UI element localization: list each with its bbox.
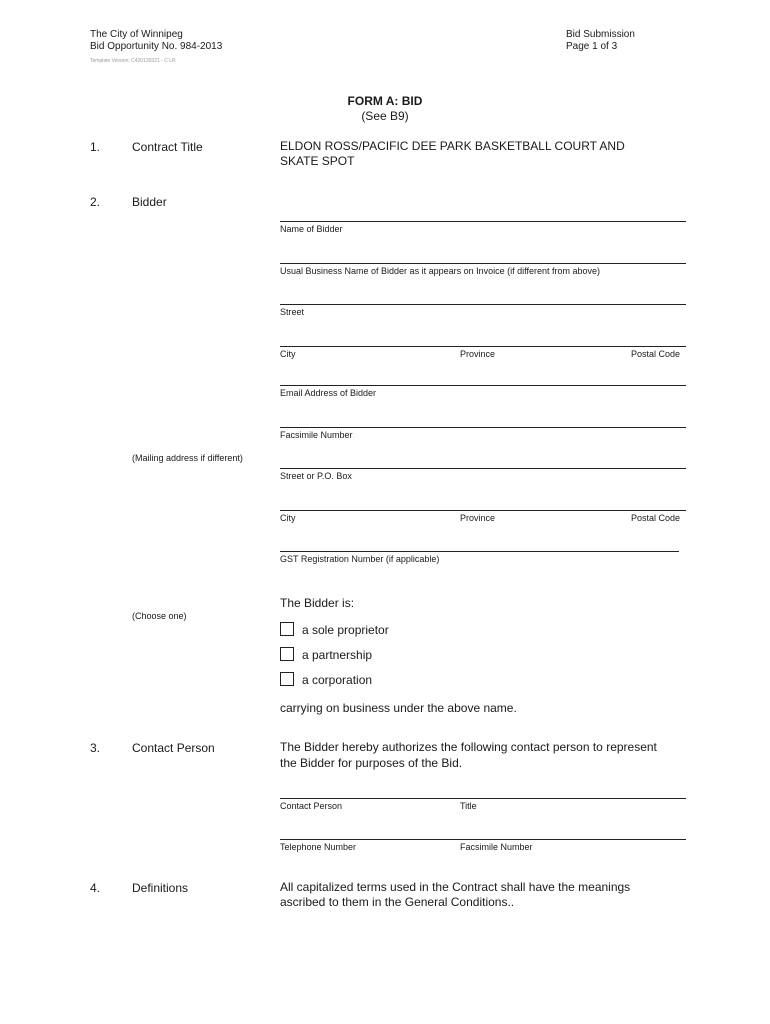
corporation-label: a corporation [302, 673, 373, 687]
mailing-postal-code-caption: Postal Code [631, 513, 681, 523]
gst-line[interactable] [280, 551, 679, 552]
mailing-address-note: (Mailing address if different) [132, 453, 243, 463]
page-number: Page 1 of 3 [566, 41, 618, 52]
partnership-checkbox[interactable] [280, 647, 294, 661]
section-2-label: Bidder [132, 195, 167, 209]
section-1-number: 1. [90, 140, 101, 154]
telephone-caption: Telephone Number [280, 842, 357, 852]
section-2-number: 2. [90, 195, 101, 209]
email-line[interactable] [280, 385, 686, 386]
province-caption: Province [460, 349, 496, 359]
facsimile-line[interactable] [280, 427, 686, 428]
po-box-line[interactable] [280, 468, 686, 469]
bid-opportunity-number: Bid Opportunity No. 984-2013 [90, 41, 223, 52]
definitions-text-line-2: ascribed to them in the General Conditions.. [280, 895, 515, 909]
choose-one-note: (Choose one) [132, 611, 187, 621]
template-version: Template Version: C420130321 - C LR [90, 58, 176, 64]
name-of-bidder-caption: Name of Bidder [280, 224, 343, 234]
partnership-label: a partnership [302, 648, 373, 662]
definitions-text-line-1: All capitalized terms used in the Contract shall have the meanings [280, 880, 631, 894]
mailing-city-caption: City [280, 513, 296, 523]
name-of-bidder-line[interactable] [280, 221, 686, 222]
usual-business-name-caption: Usual Business Name of Bidder as it appears on Invoice (if different from above) [280, 266, 600, 276]
section-3-number: 3. [90, 741, 101, 755]
contact-fax-caption: Facsimile Number [460, 842, 533, 852]
city-name: The City of Winnipeg [90, 29, 183, 40]
gst-caption: GST Registration Number (if applicable) [280, 554, 440, 564]
section-4-label: Definitions [132, 881, 189, 895]
postal-code-caption: Postal Code [631, 349, 681, 359]
form-subtitle: (See B9) [361, 109, 409, 123]
section-1-label: Contract Title [132, 140, 203, 154]
form-title: FORM A: BID [347, 94, 423, 108]
street-line[interactable] [280, 304, 686, 305]
carrying-on-business-text: carrying on business under the above name. [280, 701, 517, 715]
contact-person-text-line-2: the Bidder for purposes of the Bid. [280, 756, 463, 770]
bid-submission-label: Bid Submission [566, 29, 635, 40]
po-box-caption: Street or P.O. Box [280, 471, 352, 481]
section-4-number: 4. [90, 881, 101, 895]
mailing-city-province-postal-line[interactable] [280, 510, 686, 511]
contract-title-line-1: ELDON ROSS/PACIFIC DEE PARK BASKETBALL COURT AND [280, 139, 625, 153]
bidder-is-label: The Bidder is: [280, 596, 355, 610]
contact-person-caption: Contact Person [280, 801, 343, 811]
sole-proprietor-label: a sole proprietor [302, 623, 389, 637]
city-province-postal-line[interactable] [280, 346, 686, 347]
telephone-fax-line[interactable] [280, 839, 686, 840]
street-caption: Street [280, 307, 305, 317]
contact-person-title-line[interactable] [280, 798, 686, 799]
facsimile-caption: Facsimile Number [280, 430, 353, 440]
section-3-label: Contact Person [132, 741, 215, 755]
city-caption: City [280, 349, 296, 359]
usual-business-name-line[interactable] [280, 263, 686, 264]
contact-person-text-line-1: The Bidder hereby authorizes the following contact person to represent [280, 740, 657, 754]
corporation-checkbox[interactable] [280, 672, 294, 686]
title-caption: Title [460, 801, 477, 811]
email-caption: Email Address of Bidder [280, 388, 377, 398]
mailing-province-caption: Province [460, 513, 496, 523]
sole-proprietor-checkbox[interactable] [280, 622, 294, 636]
contract-title-line-2: SKATE SPOT [280, 154, 355, 168]
